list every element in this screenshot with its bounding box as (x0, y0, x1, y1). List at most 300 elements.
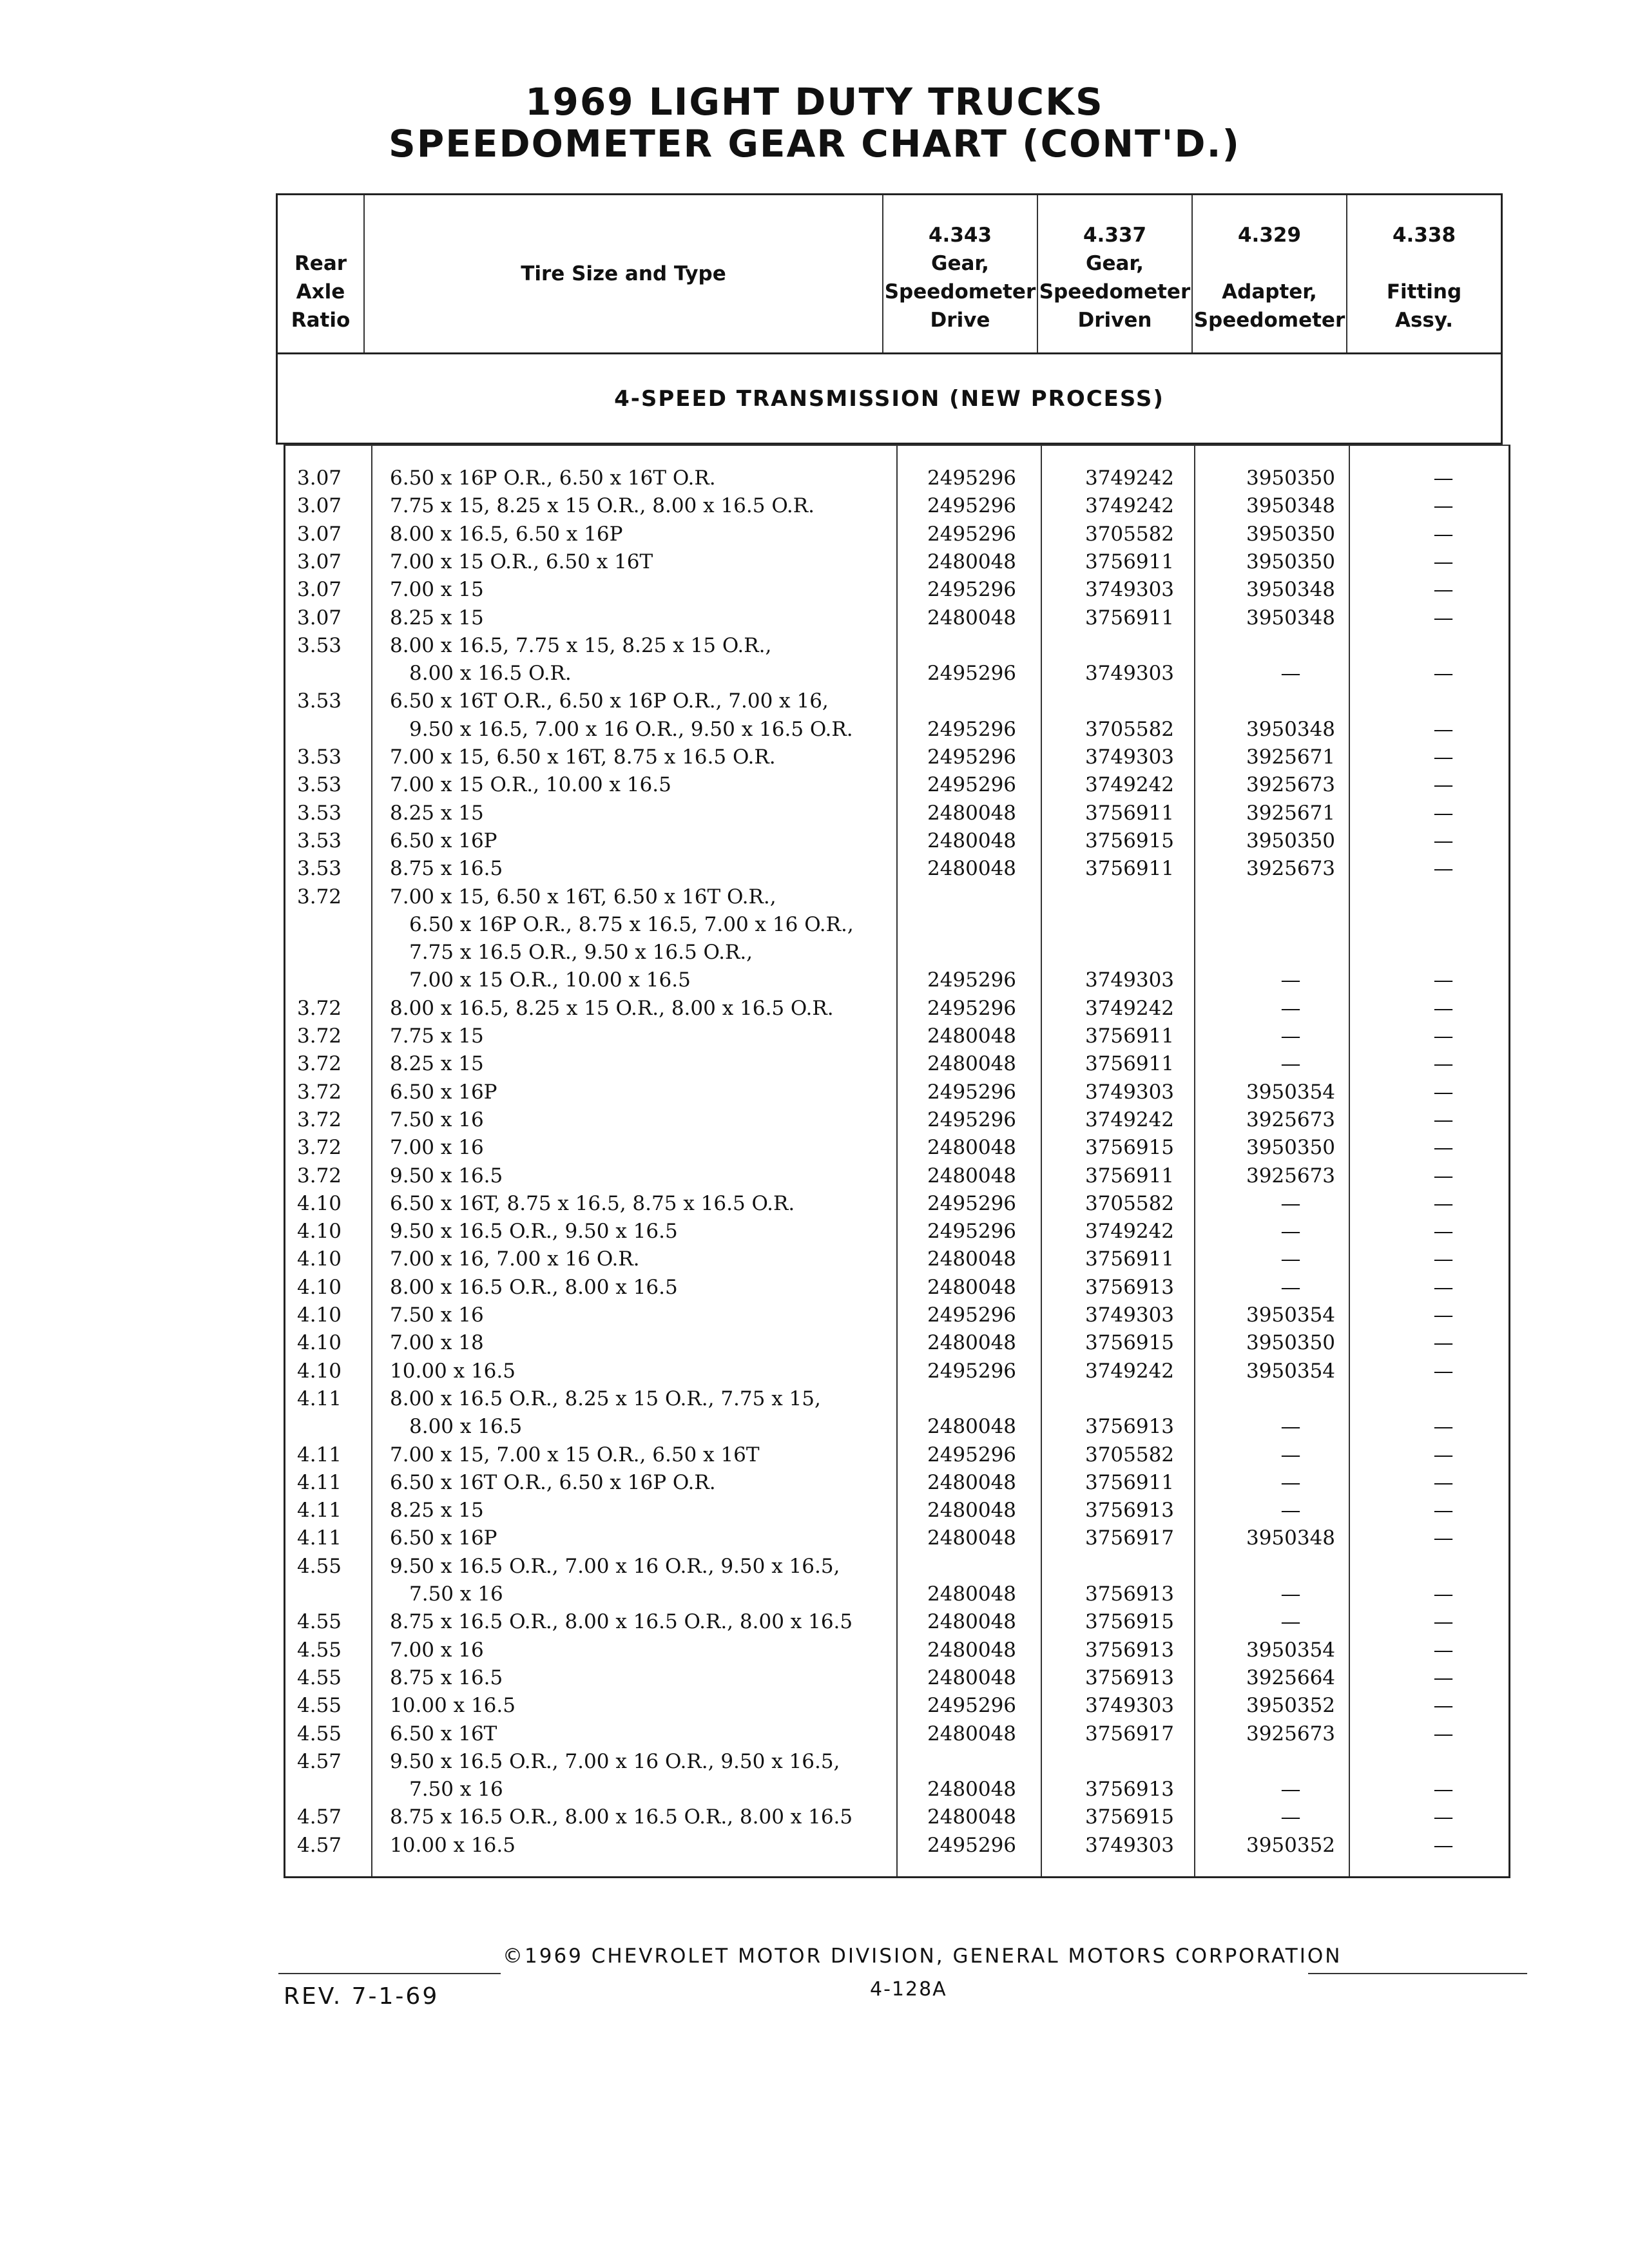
tire-size: 8.00 x 16.5 O.R., 8.00 x 16.5 (390, 1275, 678, 1299)
tire-size: 6.50 x 16P (390, 1526, 497, 1550)
adapter-part: — (1280, 1582, 1301, 1606)
table-row (285, 994, 1512, 1023)
table-row (285, 1720, 1512, 1748)
fitting-part: — (1433, 1666, 1454, 1689)
adapter-part: — (1280, 1191, 1301, 1215)
adapter-part: — (1280, 996, 1301, 1020)
table-row (285, 854, 1512, 883)
axle-ratio: 3.53 (297, 745, 342, 769)
driven-gear-part: 3756917 (1084, 1722, 1175, 1745)
table-row (285, 715, 1512, 744)
table-row (285, 575, 1512, 604)
axle-ratio: 4.11 (297, 1499, 342, 1523)
adapter-part: — (1280, 1275, 1301, 1299)
axle-ratio: 4.55 (297, 1554, 342, 1578)
fitting-part: — (1433, 829, 1454, 852)
adapter-part: 3950354 (1246, 1080, 1336, 1104)
table-row (285, 1022, 1512, 1050)
tire-size: 8.00 x 16.5, 7.75 x 15, 8.25 x 15 O.R., (390, 633, 772, 657)
axle-ratio: 3.53 (297, 689, 342, 713)
tire-size: 6.50 x 16T O.R., 6.50 x 16P O.R. (390, 1470, 716, 1494)
tire-size: 8.75 x 16.5 (390, 1666, 503, 1689)
tire-size: 7.50 x 16 (390, 1303, 484, 1327)
driven-gear-part: 3756913 (1084, 1275, 1175, 1299)
adapter-part: — (1280, 1778, 1301, 1802)
header-drive (883, 195, 1038, 352)
adapter-part: 3950350 (1246, 522, 1336, 546)
axle-ratio: 3.07 (297, 494, 342, 518)
tire-size: 8.00 x 16.5, 6.50 x 16P (390, 522, 623, 546)
axle-ratio: 4.10 (297, 1247, 342, 1271)
drive-gear-part: 2495296 (927, 717, 1017, 741)
driven-gear-part: 3756915 (1084, 1331, 1175, 1355)
tire-size: 7.75 x 15 (390, 1024, 484, 1048)
drive-gear-part: 2480048 (927, 1722, 1017, 1745)
table-row (285, 1441, 1512, 1469)
tire-size: 7.00 x 15, 6.50 x 16T, 8.75 x 16.5 O.R. (390, 745, 776, 769)
adapter-part: 3950348 (1246, 606, 1336, 629)
tire-size: 7.50 x 16 (409, 1582, 503, 1606)
axle-ratio: 4.57 (297, 1749, 342, 1773)
table-row (285, 771, 1512, 799)
adapter-part: 3950350 (1246, 550, 1336, 573)
tire-size: 6.50 x 16T, 8.75 x 16.5, 8.75 x 16.5 O.R. (390, 1191, 795, 1215)
driven-gear-part: 3756911 (1084, 550, 1175, 573)
axle-ratio: 3.53 (297, 801, 342, 825)
fitting-part: — (1433, 1220, 1454, 1244)
fitting-part: — (1433, 466, 1454, 490)
drive-gear-part: 2495296 (927, 1443, 1017, 1466)
tire-size: 7.75 x 15, 8.25 x 15 O.R., 8.00 x 16.5 O.R. (390, 494, 815, 518)
driven-gear-part: 3756911 (1084, 801, 1175, 825)
adapter-part: — (1280, 1499, 1301, 1523)
table-row (285, 1552, 1512, 1581)
drive-gear-part: 2480048 (927, 801, 1017, 825)
header-text: Driven (1077, 309, 1152, 332)
fitting-part: — (1433, 857, 1454, 881)
tire-size: 7.00 x 15 O.R., 10.00 x 16.5 (409, 968, 691, 992)
header-text: Adapter, (1222, 280, 1317, 303)
footer-rule-right (1308, 1973, 1527, 1974)
fitting-part: — (1433, 1722, 1454, 1745)
driven-gear-part: 3756913 (1084, 1415, 1175, 1439)
driven-gear-part: 3756913 (1084, 1666, 1175, 1689)
table-row (285, 687, 1512, 715)
drive-gear-part: 2480048 (927, 1610, 1017, 1634)
fitting-part: — (1433, 1108, 1454, 1131)
drive-gear-part: 2495296 (927, 1191, 1017, 1215)
drive-gear-part: 2495296 (927, 1220, 1017, 1244)
fitting-part: — (1433, 1470, 1454, 1494)
adapter-part: 3950352 (1246, 1694, 1336, 1718)
header-rear-axle-ratio (278, 195, 365, 352)
header-adapter (1193, 195, 1347, 352)
drive-gear-part: 2480048 (927, 606, 1017, 629)
drive-gear-part: 2495296 (927, 466, 1017, 490)
tire-size: 8.75 x 16.5 (390, 857, 503, 881)
tire-size: 9.50 x 16.5 O.R., 7.00 x 16 O.R., 9.50 x 16.5, (390, 1554, 840, 1578)
table-row (285, 1412, 1512, 1441)
fitting-part: — (1433, 1080, 1454, 1104)
drive-gear-part: 2495296 (927, 1108, 1017, 1131)
table-row (285, 799, 1512, 827)
fitting-part: — (1433, 1805, 1454, 1829)
axle-ratio: 4.55 (297, 1694, 342, 1718)
table-row (285, 910, 1512, 939)
tire-size: 7.00 x 15, 7.00 x 15 O.R., 6.50 x 16T (390, 1443, 760, 1466)
table-row (285, 1608, 1512, 1636)
adapter-part: 3950350 (1246, 1136, 1336, 1160)
table-row (285, 1385, 1512, 1413)
axle-ratio: 4.11 (297, 1470, 342, 1494)
tire-size: 10.00 x 16.5 (390, 1833, 516, 1857)
header-text: Speedometer (1039, 280, 1191, 303)
drive-gear-part: 2495296 (927, 494, 1017, 518)
adapter-part: — (1280, 1247, 1301, 1271)
tire-size: 9.50 x 16.5, 7.00 x 16 O.R., 9.50 x 16.5 O.R. (409, 717, 853, 741)
table-row (285, 1329, 1512, 1357)
driven-gear-part: 3749242 (1084, 1108, 1175, 1131)
table-row (285, 1217, 1512, 1245)
driven-gear-part: 3749303 (1084, 968, 1175, 992)
header-text: Gear, (931, 252, 989, 275)
adapter-part: 3950348 (1246, 717, 1336, 741)
fitting-part: — (1433, 578, 1454, 602)
header-text: Rear (294, 252, 347, 275)
driven-gear-part: 3756913 (1084, 1778, 1175, 1802)
table-row (285, 1273, 1512, 1302)
adapter-part: — (1280, 1805, 1301, 1829)
fitting-part: — (1433, 1191, 1454, 1215)
axle-ratio: 3.72 (297, 1080, 342, 1104)
header-text: Drive (930, 309, 990, 332)
axle-ratio: 4.10 (297, 1191, 342, 1215)
adapter-part: 3950354 (1246, 1303, 1336, 1327)
tire-size: 6.50 x 16T O.R., 6.50 x 16P O.R., 7.00 x 16, (390, 689, 829, 713)
axle-ratio: 4.10 (297, 1220, 342, 1244)
tire-size: 6.50 x 16P O.R., 6.50 x 16T O.R. (390, 466, 716, 490)
driven-gear-part: 3749303 (1084, 1833, 1175, 1857)
adapter-part: 3950350 (1246, 1331, 1336, 1355)
driven-gear-part: 3705582 (1084, 717, 1175, 741)
table-row (285, 1803, 1512, 1831)
axle-ratio: 3.07 (297, 466, 342, 490)
adapter-part: 3925664 (1246, 1666, 1336, 1689)
tire-size: 6.50 x 16P O.R., 8.75 x 16.5, 7.00 x 16 O.R., (409, 912, 854, 936)
axle-ratio: 3.72 (297, 885, 342, 908)
drive-gear-part: 2495296 (927, 745, 1017, 769)
drive-gear-part: 2480048 (927, 1052, 1017, 1076)
drive-gear-part: 2495296 (927, 1359, 1017, 1383)
table-row (285, 1189, 1512, 1218)
table-row (285, 1301, 1512, 1329)
fitting-part: — (1433, 1303, 1454, 1327)
fitting-part: — (1433, 662, 1454, 686)
driven-gear-part: 3705582 (1084, 1191, 1175, 1215)
driven-gear-part: 3756911 (1084, 1247, 1175, 1271)
adapter-part: 3950350 (1246, 466, 1336, 490)
drive-gear-part: 2480048 (927, 1778, 1017, 1802)
footer-rule-left (278, 1973, 501, 1974)
header-text: Speedometer (884, 280, 1036, 303)
header-text: Fitting (1386, 280, 1462, 303)
drive-gear-part: 2495296 (927, 1080, 1017, 1104)
table-row (285, 1496, 1512, 1524)
driven-gear-part: 3705582 (1084, 522, 1175, 546)
header-text: 4.329 (1237, 224, 1302, 247)
tire-size: 7.00 x 15 O.R., 10.00 x 16.5 (390, 773, 671, 797)
drive-gear-part: 2480048 (927, 1526, 1017, 1550)
table-row (285, 520, 1512, 548)
table-row (285, 464, 1512, 492)
tire-size: 7.00 x 15, 6.50 x 16T, 6.50 x 16T O.R., (390, 885, 776, 908)
fitting-part: — (1433, 1275, 1454, 1299)
drive-gear-part: 2480048 (927, 829, 1017, 852)
axle-ratio: 3.07 (297, 606, 342, 629)
axle-ratio: 4.11 (297, 1387, 342, 1410)
driven-gear-part: 3749242 (1084, 466, 1175, 490)
drive-gear-part: 2480048 (927, 1582, 1017, 1606)
driven-gear-part: 3756913 (1084, 1638, 1175, 1662)
table-row (285, 631, 1512, 660)
drive-gear-part: 2480048 (927, 1164, 1017, 1187)
adapter-part: — (1280, 1052, 1301, 1076)
adapter-part: — (1280, 1610, 1301, 1634)
fitting-part: — (1433, 996, 1454, 1020)
header-text: Axle (296, 280, 345, 303)
adapter-part: 3950348 (1246, 1526, 1336, 1550)
copyright-text: ©1969 CHEVROLET MOTOR DIVISION, GENERAL MOTORS CORPORATION (503, 1945, 1342, 1968)
drive-gear-part: 2480048 (927, 1499, 1017, 1523)
axle-ratio: 3.07 (297, 550, 342, 573)
adapter-part: — (1280, 662, 1301, 686)
table-row (285, 1524, 1512, 1552)
revision-date: REV. 7-1-69 (284, 1983, 439, 2010)
table-row (285, 1691, 1512, 1720)
driven-gear-part: 3749242 (1084, 1359, 1175, 1383)
driven-gear-part: 3749303 (1084, 745, 1175, 769)
axle-ratio: 3.72 (297, 1052, 342, 1076)
axle-ratio: 3.72 (297, 996, 342, 1020)
fitting-part: — (1433, 1359, 1454, 1383)
driven-gear-part: 3756911 (1084, 857, 1175, 881)
adapter-part: 3925673 (1246, 773, 1336, 797)
fitting-part: — (1433, 1443, 1454, 1466)
tire-size: 9.50 x 16.5 O.R., 9.50 x 16.5 (390, 1220, 678, 1244)
drive-gear-part: 2495296 (927, 996, 1017, 1020)
fitting-part: — (1433, 1582, 1454, 1606)
tire-size: 8.75 x 16.5 O.R., 8.00 x 16.5 O.R., 8.00 x 16.5 (390, 1610, 853, 1634)
driven-gear-part: 3749303 (1084, 578, 1175, 602)
adapter-part: 3925673 (1246, 1108, 1336, 1131)
driven-gear-part: 3756911 (1084, 1470, 1175, 1494)
drive-gear-part: 2495296 (927, 1833, 1017, 1857)
fitting-part: — (1433, 1164, 1454, 1187)
fitting-part: — (1433, 968, 1454, 992)
drive-gear-part: 2495296 (927, 968, 1017, 992)
tire-size: 8.00 x 16.5 O.R. (409, 662, 572, 686)
tire-size: 7.00 x 16 (390, 1638, 484, 1662)
driven-gear-part: 3749242 (1084, 494, 1175, 518)
tire-size: 7.00 x 15 (390, 578, 484, 602)
fitting-part: — (1433, 1610, 1454, 1634)
axle-ratio: 4.55 (297, 1666, 342, 1689)
tire-size: 7.50 x 16 (390, 1108, 484, 1131)
drive-gear-part: 2480048 (927, 1805, 1017, 1829)
header-text: 4.338 (1392, 224, 1456, 247)
axle-ratio: 4.10 (297, 1359, 342, 1383)
table-row (285, 1747, 1512, 1776)
section-title: 4-SPEED TRANSMISSION (NEW PROCESS) (276, 354, 1503, 445)
driven-gear-part: 3749303 (1084, 662, 1175, 686)
driven-gear-part: 3756913 (1084, 1499, 1175, 1523)
table-row (285, 1106, 1512, 1134)
header-text: 4.337 (1083, 224, 1147, 247)
header-driven (1038, 195, 1193, 352)
fitting-part: — (1433, 550, 1454, 573)
header-fitting (1347, 195, 1501, 352)
header-tire-size (365, 195, 883, 352)
axle-ratio: 3.53 (297, 633, 342, 657)
drive-gear-part: 2480048 (927, 1638, 1017, 1662)
drive-gear-part: 2480048 (927, 857, 1017, 881)
drive-gear-part: 2480048 (927, 1666, 1017, 1689)
page-subtitle: SPEEDOMETER GEAR CHART (CONT'D.) (388, 122, 1241, 166)
table-row (285, 1831, 1512, 1860)
adapter-part: 3925671 (1246, 745, 1336, 769)
drive-gear-part: 2480048 (927, 1247, 1017, 1271)
drive-gear-part: 2495296 (927, 522, 1017, 546)
driven-gear-part: 3756915 (1084, 1610, 1175, 1634)
driven-gear-part: 3756911 (1084, 1164, 1175, 1187)
driven-gear-part: 3756915 (1084, 1136, 1175, 1160)
tire-size: 8.25 x 15 (390, 1499, 484, 1523)
table-row (285, 1050, 1512, 1078)
table-row (285, 1078, 1512, 1106)
fitting-part: — (1433, 1331, 1454, 1355)
table-row (285, 883, 1512, 911)
driven-gear-part: 3756915 (1084, 1805, 1175, 1829)
driven-gear-part: 3756915 (1084, 829, 1175, 852)
drive-gear-part: 2495296 (927, 773, 1017, 797)
adapter-part: — (1280, 1415, 1301, 1439)
tire-size: 6.50 x 16P (390, 829, 497, 852)
adapter-part: 3925671 (1246, 801, 1336, 825)
adapter-part: — (1280, 1024, 1301, 1048)
tire-size: 7.00 x 18 (390, 1331, 484, 1355)
driven-gear-part: 3749242 (1084, 996, 1175, 1020)
axle-ratio: 4.11 (297, 1443, 342, 1466)
table-row (285, 1775, 1512, 1803)
axle-ratio: 3.07 (297, 522, 342, 546)
tire-size: 7.50 x 16 (409, 1778, 503, 1802)
axle-ratio: 4.11 (297, 1526, 342, 1550)
driven-gear-part: 3749242 (1084, 773, 1175, 797)
fitting-part: — (1433, 773, 1454, 797)
drive-gear-part: 2495296 (927, 1694, 1017, 1718)
axle-ratio: 4.57 (297, 1805, 342, 1829)
tire-size: 9.50 x 16.5 (390, 1164, 503, 1187)
table-row (285, 966, 1512, 994)
axle-ratio: 4.57 (297, 1833, 342, 1857)
drive-gear-part: 2480048 (927, 1136, 1017, 1160)
axle-ratio: 4.55 (297, 1638, 342, 1662)
adapter-part: 3950354 (1246, 1359, 1336, 1383)
driven-gear-part: 3749303 (1084, 1303, 1175, 1327)
table-row (285, 1468, 1512, 1497)
tire-size: 8.00 x 16.5 (409, 1415, 523, 1439)
drive-gear-part: 2495296 (927, 578, 1017, 602)
axle-ratio: 4.55 (297, 1722, 342, 1745)
driven-gear-part: 3749303 (1084, 1080, 1175, 1104)
fitting-part: — (1433, 717, 1454, 741)
drive-gear-part: 2480048 (927, 1275, 1017, 1299)
table-row (285, 492, 1512, 520)
fitting-part: — (1433, 1024, 1454, 1048)
tire-size: 7.00 x 16 (390, 1136, 484, 1160)
fitting-part: — (1433, 1499, 1454, 1523)
tire-size: 8.25 x 15 (390, 606, 484, 629)
tire-size: 8.25 x 15 (390, 801, 484, 825)
tire-size: 8.75 x 16.5 O.R., 8.00 x 16.5 O.R., 8.00 x 16.5 (390, 1805, 853, 1829)
drive-gear-part: 2480048 (927, 1024, 1017, 1048)
fitting-part: — (1433, 745, 1454, 769)
tire-size: 8.00 x 16.5 O.R., 8.25 x 15 O.R., 7.75 x 15, (390, 1387, 821, 1410)
fitting-part: — (1433, 1638, 1454, 1662)
adapter-part: — (1280, 1470, 1301, 1494)
header-text: 4.343 (928, 224, 992, 247)
adapter-part: 3950352 (1246, 1833, 1336, 1857)
fitting-part: — (1433, 1833, 1454, 1857)
adapter-part: 3950348 (1246, 578, 1336, 602)
axle-ratio: 4.10 (297, 1275, 342, 1299)
driven-gear-part: 3756911 (1084, 1052, 1175, 1076)
axle-ratio: 3.72 (297, 1164, 342, 1187)
table-row (285, 827, 1512, 855)
tire-size: 7.75 x 16.5 O.R., 9.50 x 16.5 O.R., (409, 941, 753, 965)
tire-size: 6.50 x 16P (390, 1080, 497, 1104)
fitting-part: — (1433, 1526, 1454, 1550)
tire-size: 8.25 x 15 (390, 1052, 484, 1076)
drive-gear-part: 2495296 (927, 662, 1017, 686)
axle-ratio: 4.55 (297, 1610, 342, 1634)
table-row (285, 743, 1512, 771)
axle-ratio: 3.72 (297, 1108, 342, 1131)
fitting-part: — (1433, 1778, 1454, 1802)
driven-gear-part: 3756911 (1084, 606, 1175, 629)
table-row (285, 1245, 1512, 1273)
fitting-part: — (1433, 494, 1454, 518)
table-body (284, 445, 1510, 1878)
tire-size: 10.00 x 16.5 (390, 1359, 516, 1383)
table-row (285, 1636, 1512, 1664)
header-text: Tire Size and Type (521, 262, 726, 285)
adapter-part: — (1280, 1443, 1301, 1466)
table-row (285, 1162, 1512, 1190)
axle-ratio: 3.53 (297, 857, 342, 881)
driven-gear-part: 3749303 (1084, 1694, 1175, 1718)
drive-gear-part: 2480048 (927, 550, 1017, 573)
fitting-part: — (1433, 606, 1454, 629)
header-text: Gear, (1086, 252, 1144, 275)
axle-ratio: 3.53 (297, 829, 342, 852)
fitting-part: — (1433, 1694, 1454, 1718)
adapter-part: 3950354 (1246, 1638, 1336, 1662)
table-row (285, 1580, 1512, 1608)
drive-gear-part: 2495296 (927, 1303, 1017, 1327)
axle-ratio: 3.53 (297, 773, 342, 797)
fitting-part: — (1433, 801, 1454, 825)
